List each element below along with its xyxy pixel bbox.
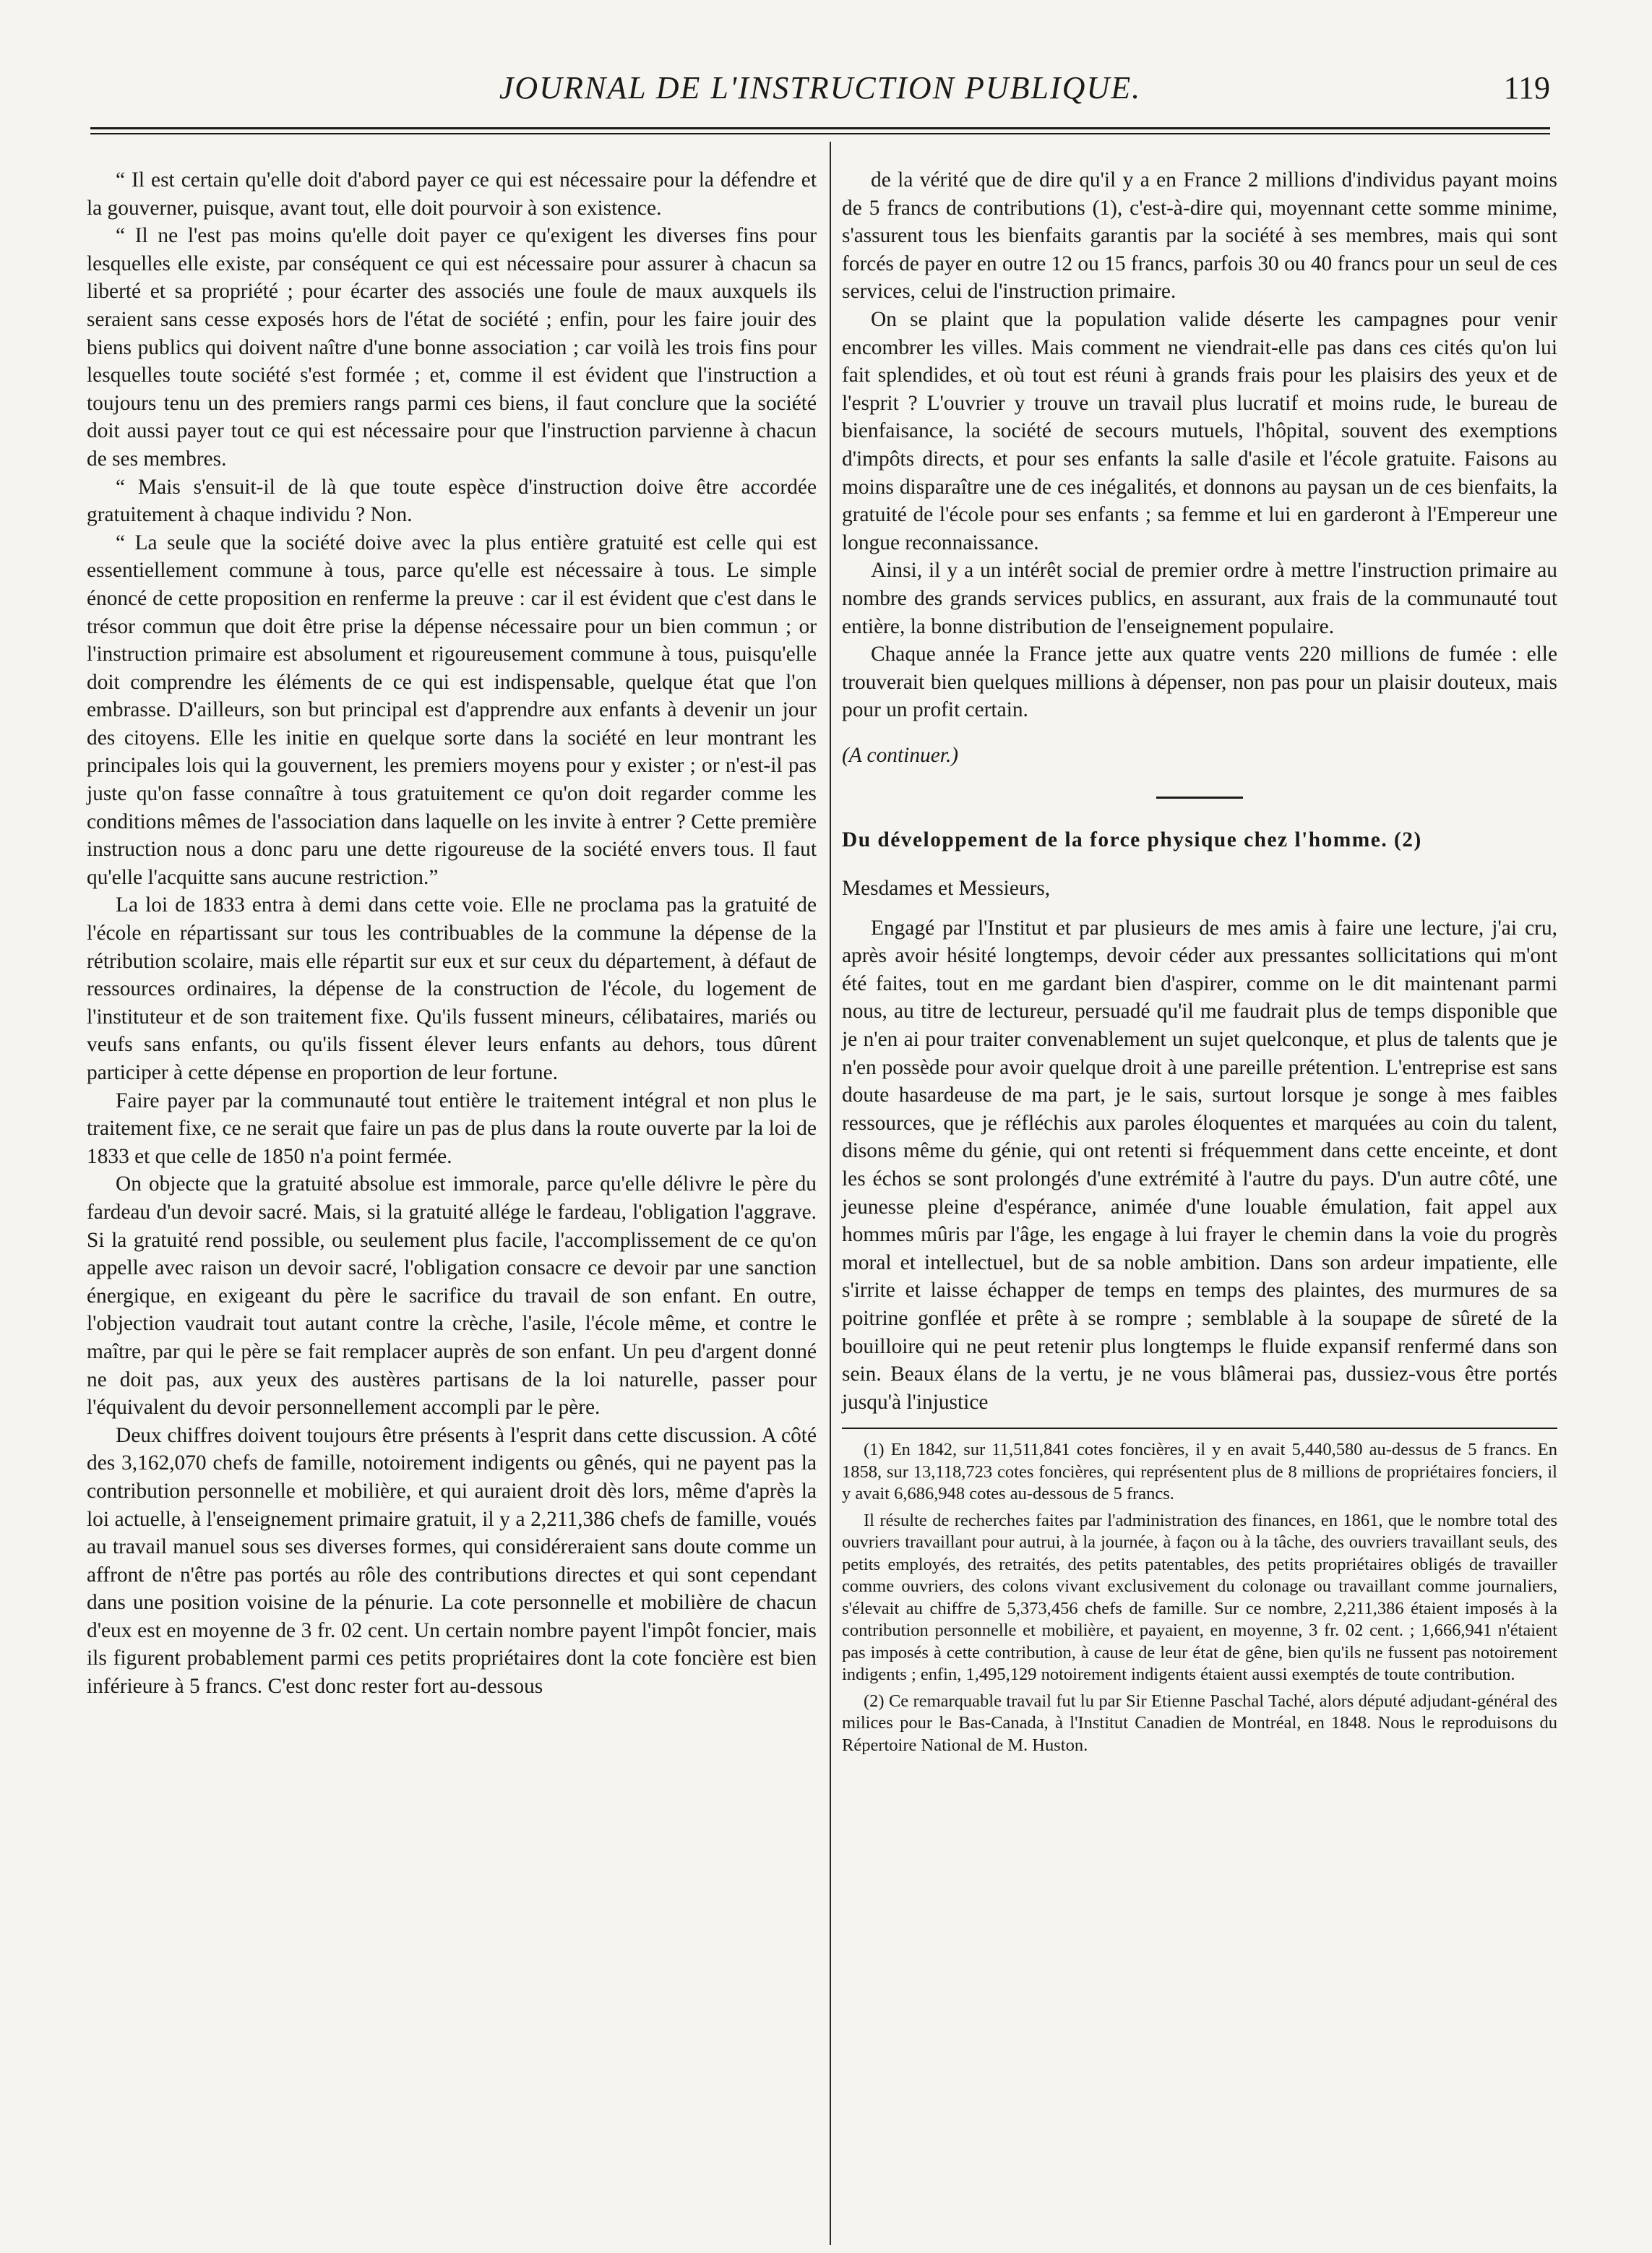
section-divider xyxy=(1156,797,1243,799)
article-title: Du développement de la force physique chez l'homme. (2) xyxy=(842,828,1422,852)
footnote: (2) Ce remarquable travail fut lu par Sir Etienne Paschal Taché, alors député adjudant-général des milices pour le Bas-Canada, à l'Institut Canadien de Montréal, en 1848. Nous le reproduisons du Répertoire National de M. Huston. xyxy=(842,1691,1557,1755)
salutation: Mesdames et Messieurs, xyxy=(842,877,1051,901)
footnote-rule xyxy=(842,1428,1557,1429)
header-rule-top xyxy=(90,127,1550,129)
header-rule-bottom xyxy=(90,133,1550,134)
column-divider xyxy=(830,142,831,2245)
right-column xyxy=(842,166,1557,1756)
footnote: (1) En 1842, sur 11,511,841 cotes foncières, il y en avait 5,440,580 au-dessus de 5 francs. En 1858, sur 13,118,723 cotes foncières, qui représentent plus de 8 millions de propriétaires fonciers, il y avait 6,686,948 cotes au-dessous de 5 francs. xyxy=(842,1440,1557,1504)
paragraph: Engagé par l'Institut et par plusieurs de mes amis à faire une lecture, j'ai cru, après avoir hésité longtemps, devoir céder aux pressantes sollicitations qui m'ont été faites, tout en me gardant bien d'aspirer, comme on le dit maintenant parmi nous, au titre de lectureur, persuadé qu'il me faudrait plus de temps disponible que je n'en ai pour traiter convenablement un sujet quelconque, et plus de talents que je n'en possède pour avoir quelque droit à une pareille prétention. L'entreprise est sans doute hasardeuse de ma part, je le sais, surtout lorsque je songe à mes faibles ressources, que je réfléchis aux paroles éloquentes et marquées au coin du talent, disons même du génie, qui ont retenti si fréquemment dans cette enceinte, et dont les échos se sont prolongés d'une extrémité à l'autre du pays. D'un autre côté, une jeunesse pleine d'espérance, animée d'une louable émulation, fait appel aux hommes mûris par l'âge, les engage à lui frayer le chemin dans la voie du progrès moral et intellectuel, but de sa noble ambition. Dans son ardeur impatiente, elle s'irrite et laisse échapper de temps en temps des plaintes, des murmures de sa poitrine gonflée et prête à se rompre ; semblable à la soupape de sûreté de la bouilloire qui ne peut retenir plus longtemps le fluide expansif renfermé dans son sein. Beaux élans de la vertu, je ne vous blâmerai pas, dussiez-vous être portés jusqu'à l'injustice xyxy=(842,916,1557,1414)
continuation-note: (A continuer.) xyxy=(842,743,959,767)
left-column xyxy=(87,166,817,1701)
paragraph: “ Il est certain qu'elle doit d'abord payer ce qui est nécessaire pour la défendre et la gouverner, puisque, avant tout, elle doit pourvoir à son existence. xyxy=(87,168,817,220)
paragraph: Faire payer par la communauté tout entière le traitement intégral et non plus le traitement fixe, ce ne serait que faire un pas de plus dans la route ouverte par la loi de 1833 et que celle de 1850 n'a point fermée. xyxy=(87,1089,817,1168)
paragraph: On objecte que la gratuité absolue est immorale, parce qu'elle délivre le père du fardeau d'un devoir sacré. Mais, si la gratuité allége le fardeau, l'obligation l'aggrave. Si la gratuité rend possible, ou seulement plus facile, l'accomplissement de ce qu'on appelle avec raison un devoir sacré, l'obligation consacre ce devoir par une sanction énergique, en exigeant du père le sacrifice du travail de son enfant. En outre, l'objection vaudrait tout autant contre la crèche, l'asile, l'école même, et contre le maître, par qui le père se fait remplacer auprès de son enfant. Un peu d'argent donné ne doit pas, aux yeux des austères partisans de la loi naturelle, passer pour l'équivalent du devoir personnellement accompli par le père. xyxy=(87,1172,817,1420)
footnotes xyxy=(842,1439,1557,1756)
journal-title: JOURNAL DE L'INSTRUCTION PUBLIQUE. xyxy=(499,70,1142,106)
page-header xyxy=(90,69,1550,113)
paragraph: “ La seule que la société doive avec la plus entière gratuité est celle qui est essentiellement commune à tous, parce qu'elle est nécessaire à tous. Le simple énoncé de cette proposition en renferme la preuve : car il est évident que c'est dans le trésor commun que doit être prise la dépense nécessaire pour un bien commun ; or l'instruction primaire est absolument et rigoureusement commune à tous, puisqu'elle doit comprendre les éléments de ce qui est indispensable, quelque état que l'on embrasse. D'ailleurs, son but principal est d'apprendre aux enfants à devenir un jour des citoyens. Elle les initie en quelque sorte dans la société en leur montrant les principales lois qui la gouvernent, les premiers moyens pour y exister ; or n'est-il pas juste qu'on fasse connaître à tous gratuitement ce qu'on doit regarder comme les conditions mêmes de l'association dans laquelle on les invite à entrer ? Cette première instruction nous a donc paru une dette rigoureuse de la société envers tous. Il faut qu'elle l'acquitte sans aucune restriction.” xyxy=(87,531,817,889)
paragraph: La loi de 1833 entra à demi dans cette voie. Elle ne proclama pas la gratuité de l'école en répartissant sur tous les contribuables de la commune la dépense de la rétribution scolaire, mais elle répartit sur eux et sur ceux du département, à défaut de ressources ordinaires, la dépense de la construction de l'école, du logement de l'instituteur et de son traitement fixe. Qu'ils fussent mineurs, célibataires, mariés ou veufs sans enfants, ou qu'ils fissent élever leurs enfants au dehors, tous dûrent participer à cette dépense en proportion de leur fortune. xyxy=(87,893,817,1084)
paragraph: “ Il ne l'est pas moins qu'elle doit payer ce qu'exigent les diverses fins pour lesquelles elle existe, par conséquent ce qui est nécessaire pour assurer à chacun sa liberté et sa propriété ; pour écarter des associés une foule de maux auxquels ils seraient sans cesse exposés hors de l'état de société ; enfin, pour les faire jouir des biens publics qui doivent naître d'une bonne association ; car voilà les trois fins pour lesquelles toute société s'est formée ; et, comme il est évident que l'instruction a toujours tenu un des premiers rangs parmi ces biens, il faut conclure que la société doit aussi payer tout ce qui est nécessaire pour que l'instruction parvienne à chacun de ses membres. xyxy=(87,224,817,471)
footnote: Il résulte de recherches faites par l'administration des finances, en 1861, que le nombre total des ouvriers travaillant pour autrui, à la journée, à façon ou à la tâche, des ouvriers travaillant seuls, des petits employés, des retraités, des petits patentables, des petits propriétaires obligés de travailler comme ouvriers, des colons vivant exclusivement du colonage ou travaillant comme journaliers, s'élevait au chiffre de 5,373,456 chefs de famille. Sur ce nombre, 2,211,386 étaient imposés à la contribution personnelle et mobilière, et payaient, en moyenne, 3 fr. 02 cent. ; 1,666,941 n'étaient pas imposés à cette contribution, à cause de leur état de gêne, bien qu'ils ne fussent pas notoirement indigents ; enfin, 1,495,129 notoirement indigents étaient aussi exemptés de toute contribution. xyxy=(842,1510,1557,1685)
paragraph: Chaque année la France jette aux quatre vents 220 millions de fumée : elle trouverait bien quelques millions à dépenser, non pas pour un plaisir douteux, mais pour un profit certain. xyxy=(842,643,1557,722)
paragraph: On se plaint que la population valide déserte les campagnes pour venir encombrer les villes. Mais comment ne viendrait-elle pas dans ces cités qu'on lui fait splendides, et où tout est réuni à grands frais pour les plaisirs des yeux et de l'esprit ? L'ouvrier y trouve un travail plus lucratif et moins rude, le bureau de bienfaisance, la société de secours mutuels, l'hôpital, souvent des exemptions d'impôts directs, et pour ses enfants la salle d'asile et l'école gratuite. Faisons au moins disparaître une de ces inégalités, et donnons au paysan un de ces bienfaits, la gratuité de l'école pour ses enfants ; sa femme et lui en garderont à l'Empereur une longue reconnaissance. xyxy=(842,307,1557,554)
paragraph: Deux chiffres doivent toujours être présents à l'esprit dans cette discussion. A côté des 3,162,070 chefs de famille, notoirement indigents ou gênés, qui ne payent pas la contribution personnelle et mobilière, et qui auraient droit dès lors, même d'après la loi actuelle, à l'enseignement primaire gratuit, il y a 2,211,386 chefs de famille, voués au travail manuel sous ses diverses formes, qui considéreraient sans doute comme un affront de n'être pas portés au rôle des contributions directes et qui sont cependant dans une position voisine de la pénurie. La cote personnelle et mobilière de chacun d'eux est en moyenne de 3 fr. 02 cent. Un certain nombre payent l'impôt foncier, mais ils figurent probablement parmi ces petits propriétaires dont la cote foncière est bien inférieure à 5 francs. C'est donc rester fort au-dessous xyxy=(87,1423,817,1699)
paragraph: Ainsi, il y a un intérêt social de premier ordre à mettre l'instruction primaire au nombre des grands services publics, en assurant, aux frais de la communauté tout entière, la bonne distribution de l'enseignement populaire. xyxy=(842,559,1557,638)
page-number: 119 xyxy=(1503,70,1550,106)
paragraph: de la vérité que de dire qu'il y a en France 2 millions d'individus payant moins de 5 francs de contributions (1), c'est-à-dire qui, moyennant cette somme minime, s'assurent tous les bienfaits garantis par la société à ses membres, mais qui sont forcés de payer en outre 12 ou 15 francs, parfois 30 ou 40 francs pour un seul de ces services, celui de l'instruction primaire. xyxy=(842,168,1557,304)
paragraph: “ Mais s'ensuit-il de là que toute espèce d'instruction doive être accordée gratuitement à chaque individu ? Non. xyxy=(87,475,817,527)
